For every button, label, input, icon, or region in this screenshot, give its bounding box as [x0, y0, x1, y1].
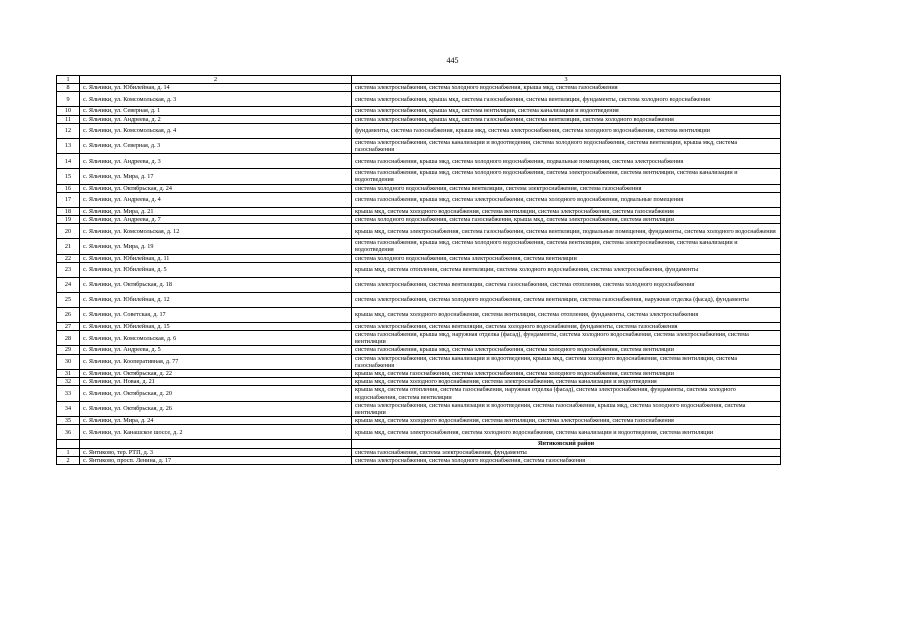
- row-number: 34: [57, 401, 80, 416]
- row-number: 23: [57, 262, 80, 277]
- header-col-1: 1: [57, 76, 80, 84]
- row-systems: крыша мкд, система электроснабжения, система газоснабжения, система вентиляции, подвальные помещения, фундаменты, система холодного водоснабжения: [352, 224, 781, 239]
- row-number: 36: [57, 425, 80, 440]
- row-number: 9: [57, 92, 80, 107]
- table-row: [57, 262, 781, 277]
- row-address: с. Яльчики, ул. Октябрьская, д. 24: [80, 184, 352, 192]
- table-row: [57, 448, 781, 456]
- row-systems: система электроснабжения, система холодного водоснабжения, система газоснабжения: [352, 456, 781, 464]
- row-number: 18: [57, 207, 80, 215]
- row-address: с. Яльчики, ул. Юбилейная, д. 5: [80, 262, 352, 277]
- row-address: с. Яльчики, ул. Новая, д. 21: [80, 378, 352, 386]
- table-row: [57, 354, 781, 369]
- row-number: 11: [57, 115, 80, 123]
- table-row: [57, 322, 781, 330]
- row-number: 35: [57, 417, 80, 425]
- row-systems: крыша мкд, система холодного водоснабжения, система вентиляции, система отопления, фундаменты, система электроснабжения: [352, 307, 781, 322]
- row-address: с. Янтиково, просп. Ленина, д. 17: [80, 456, 352, 464]
- table-row: [57, 456, 781, 464]
- row-systems: фундаменты, система газоснабжения, крыша мкд, система электроснабжения, система холодного водоснабжения, система вентиляции: [352, 123, 781, 138]
- table-row: [57, 207, 781, 215]
- table-row: [57, 417, 781, 425]
- row-number: 30: [57, 354, 80, 369]
- row-number: 24: [57, 277, 80, 292]
- row-systems: система газоснабжения, крыша мкд, наружная отделка (фасад), фундаменты, система холодного водоснабжения, система электроснабжения, система вентиляции: [352, 331, 781, 346]
- table-row: [57, 138, 781, 153]
- row-address: с. Яльчики, ул. Комсомольская, д. 4: [80, 123, 352, 138]
- row-systems: система электроснабжения, система канализации и водоотведения, система холодного водоснабжения, система вентиляции, крыша мкд, система газоснабжения: [352, 138, 781, 153]
- row-systems: система газоснабжения, крыша мкд, система холодного водоснабжения, система вентиляции, система электроснабжения, система канализации и водоотведения: [352, 239, 781, 254]
- table-row: [57, 224, 781, 239]
- row-systems: система электроснабжения, система холодного водоснабжения, крыша мкд, система газоснабжения: [352, 84, 781, 92]
- row-address: с. Яльчики, ул. Октябрьская, д. 26: [80, 401, 352, 416]
- header-col-2: 2: [80, 76, 352, 84]
- table-row: [57, 115, 781, 123]
- row-systems: система электроснабжения, система холодного водоснабжения, система вентиляции, система газоснабжения, наружная отделка (фасад), фундаменты: [352, 292, 781, 307]
- row-address: с. Яльчики, ул. Мира, д. 17: [80, 169, 352, 184]
- row-systems: система холодного водоснабжения, система электроснабжения, система вентиляции: [352, 254, 781, 262]
- table-row: [57, 401, 781, 416]
- row-address: с. Яльчики, ул. Канашское шоссе, д. 2: [80, 425, 352, 440]
- table-row: [57, 370, 781, 378]
- row-address: с. Яльчики, ул. Северная, д. 3: [80, 138, 352, 153]
- row-systems: система электроснабжения, система вентиляции, система газоснабжения, система отопления, система холодного водоснабжения: [352, 277, 781, 292]
- row-number: 1: [57, 448, 80, 456]
- table-row: [57, 92, 781, 107]
- row-systems: система газоснабжения, крыша мкд, система холодного водоснабжения, подвальные помещения, система электроснабжения: [352, 154, 781, 169]
- row-address: с. Яльчики, ул. Советская, д. 17: [80, 307, 352, 322]
- row-address: с. Яльчики, ул. Мира, д. 19: [80, 239, 352, 254]
- row-number: 25: [57, 292, 80, 307]
- table-row: [57, 331, 781, 346]
- row-number: 15: [57, 169, 80, 184]
- row-systems: крыша мкд, система отопления, система газоснабжения, наружная отделка (фасад), система электроснабжения, фундаменты, система холодного водоснабжения, система вентиляции: [352, 386, 781, 401]
- section-title: Янтиковский район: [352, 440, 781, 448]
- row-address: с. Яльчики, ул. Мира, д. 24: [80, 417, 352, 425]
- header-col-3: 3: [352, 76, 781, 84]
- section-empty-1: [57, 440, 80, 448]
- row-systems: система электроснабжения, крыша мкд, система газоснабжения, система вентиляции, фундаменты, система холодного водоснабжения: [352, 92, 781, 107]
- row-number: 14: [57, 154, 80, 169]
- row-systems: система электроснабжения, крыша мкд, система газоснабжения, система вентиляции, система холодного водоснабжения: [352, 115, 781, 123]
- row-address: с. Яльчики, ул. Андреева, д. 2: [80, 115, 352, 123]
- row-systems: система холодного водоснабжения, система газоснабжения, крыша мкд, система электроснабжения, система вентиляции: [352, 216, 781, 224]
- row-systems: система газоснабжения, крыша мкд, система электроснабжения, система холодного водоснабжения, подвальные помещения: [352, 192, 781, 207]
- row-systems: крыша мкд, система холодного водоснабжения, система вентиляции, система электроснабжения, система газоснабжения: [352, 417, 781, 425]
- table-row: [57, 239, 781, 254]
- table-row: [57, 107, 781, 115]
- row-number: 16: [57, 184, 80, 192]
- row-number: 19: [57, 216, 80, 224]
- row-systems: система газоснабжения, крыша мкд, система холодного водоснабжения, система электроснабжения, система вентиляции, система канализации и водоотведения: [352, 169, 781, 184]
- row-number: 33: [57, 386, 80, 401]
- row-number: 10: [57, 107, 80, 115]
- table-row: [57, 84, 781, 92]
- row-number: 17: [57, 192, 80, 207]
- row-address: с. Яльчики, ул. Андреева, д. 7: [80, 216, 352, 224]
- row-systems: крыша мкд, система холодного водоснабжения, система вентиляции, система электроснабжения, система газоснабжения: [352, 207, 781, 215]
- row-systems: система электроснабжения, система канализации и водоотведения, система газоснабжения, крыша мкд, система холодного водоснабжения, система вентиляции: [352, 401, 781, 416]
- row-address: с. Яльчики, ул. Октябрьская, д. 22: [80, 370, 352, 378]
- row-number: 13: [57, 138, 80, 153]
- table-row: [57, 154, 781, 169]
- row-number: 29: [57, 346, 80, 354]
- row-number: 20: [57, 224, 80, 239]
- row-number: 31: [57, 370, 80, 378]
- row-address: с. Янтиково, тер. РТП, д. 3: [80, 448, 352, 456]
- row-systems: система газоснабжения, система электроснабжения, фундаменты: [352, 448, 781, 456]
- row-systems: крыша мкд, система газоснабжения, система электроснабжения, система холодного водоснабжения, система вентиляции: [352, 370, 781, 378]
- table-row: [57, 169, 781, 184]
- table-row: [57, 254, 781, 262]
- row-address: с. Яльчики, ул. Юбилейная, д. 11: [80, 254, 352, 262]
- section-empty-2: [80, 440, 352, 448]
- table-row: [57, 192, 781, 207]
- row-number: 2: [57, 456, 80, 464]
- row-address: с. Яльчики, ул. Северная, д. 1: [80, 107, 352, 115]
- page-number: 445: [446, 56, 459, 65]
- row-address: с. Яльчики, ул. Комсомольская, д. 12: [80, 224, 352, 239]
- row-address: с. Яльчики, ул. Мира, д. 21: [80, 207, 352, 215]
- table-header-row: [57, 76, 781, 84]
- row-systems: система электроснабжения, система вентиляции, система холодного водоснабжения, фундаменты, система газоснабжения: [352, 322, 781, 330]
- row-systems: крыша мкд, система электроснабжения, система холодного водоснабжения, система канализации и водоотведения, система вентиляции: [352, 425, 781, 440]
- row-number: 27: [57, 322, 80, 330]
- row-address: с. Яльчики, ул. Комсомольская, д. 6: [80, 331, 352, 346]
- row-systems: крыша мкд, система холодного водоснабжения, система электроснабжения, система канализации и водоотведения: [352, 378, 781, 386]
- table-row: [57, 346, 781, 354]
- row-number: 12: [57, 123, 80, 138]
- row-address: с. Яльчики, ул. Андреева, д. 4: [80, 192, 352, 207]
- table-row: [57, 216, 781, 224]
- row-address: с. Яльчики, ул. Андреева, д. 5: [80, 346, 352, 354]
- table-row: [57, 292, 781, 307]
- section-row: [57, 440, 781, 448]
- row-number: 28: [57, 331, 80, 346]
- row-number: 32: [57, 378, 80, 386]
- row-number: 26: [57, 307, 80, 322]
- row-number: 8: [57, 84, 80, 92]
- table-row: [57, 277, 781, 292]
- row-systems: система электроснабжения, система канализации и водоотведения, крыша мкд, система холодного водоснабжения, система вентиляции, система газоснабжения: [352, 354, 781, 369]
- table-row: [57, 307, 781, 322]
- row-systems: система электроснабжения, крыша мкд, система вентиляции, система канализации и водоотведения: [352, 107, 781, 115]
- row-number: 21: [57, 239, 80, 254]
- row-systems: система газоснабжения, крыша мкд, система электроснабжения, система холодного водоснабжения, система вентиляции: [352, 346, 781, 354]
- table-row: [57, 378, 781, 386]
- row-address: с. Яльчики, ул. Юбилейная, д. 14: [80, 84, 352, 92]
- table-row: [57, 386, 781, 401]
- buildings-table: [56, 75, 781, 465]
- row-address: с. Яльчики, ул. Андреева, д. 3: [80, 154, 352, 169]
- table-row: [57, 425, 781, 440]
- row-address: с. Яльчики, ул. Юбилейная, д. 15: [80, 322, 352, 330]
- table-row: [57, 184, 781, 192]
- table-row: [57, 123, 781, 138]
- row-systems: система холодного водоснабжения, система вентиляции, система электроснабжения, система газоснабжения: [352, 184, 781, 192]
- row-address: с. Яльчики, ул. Кооперативная, д. 77: [80, 354, 352, 369]
- row-address: с. Яльчики, ул. Юбилейная, д. 12: [80, 292, 352, 307]
- row-systems: крыша мкд, система отопления, система вентиляции, система холодного водоснабжения, система электроснабжения, фундаменты: [352, 262, 781, 277]
- row-address: с. Яльчики, ул. Октябрьская, д. 20: [80, 386, 352, 401]
- row-number: 22: [57, 254, 80, 262]
- row-address: с. Яльчики, ул. Октябрьская, д. 18: [80, 277, 352, 292]
- row-address: с. Яльчики, ул. Комсомольская, д. 3: [80, 92, 352, 107]
